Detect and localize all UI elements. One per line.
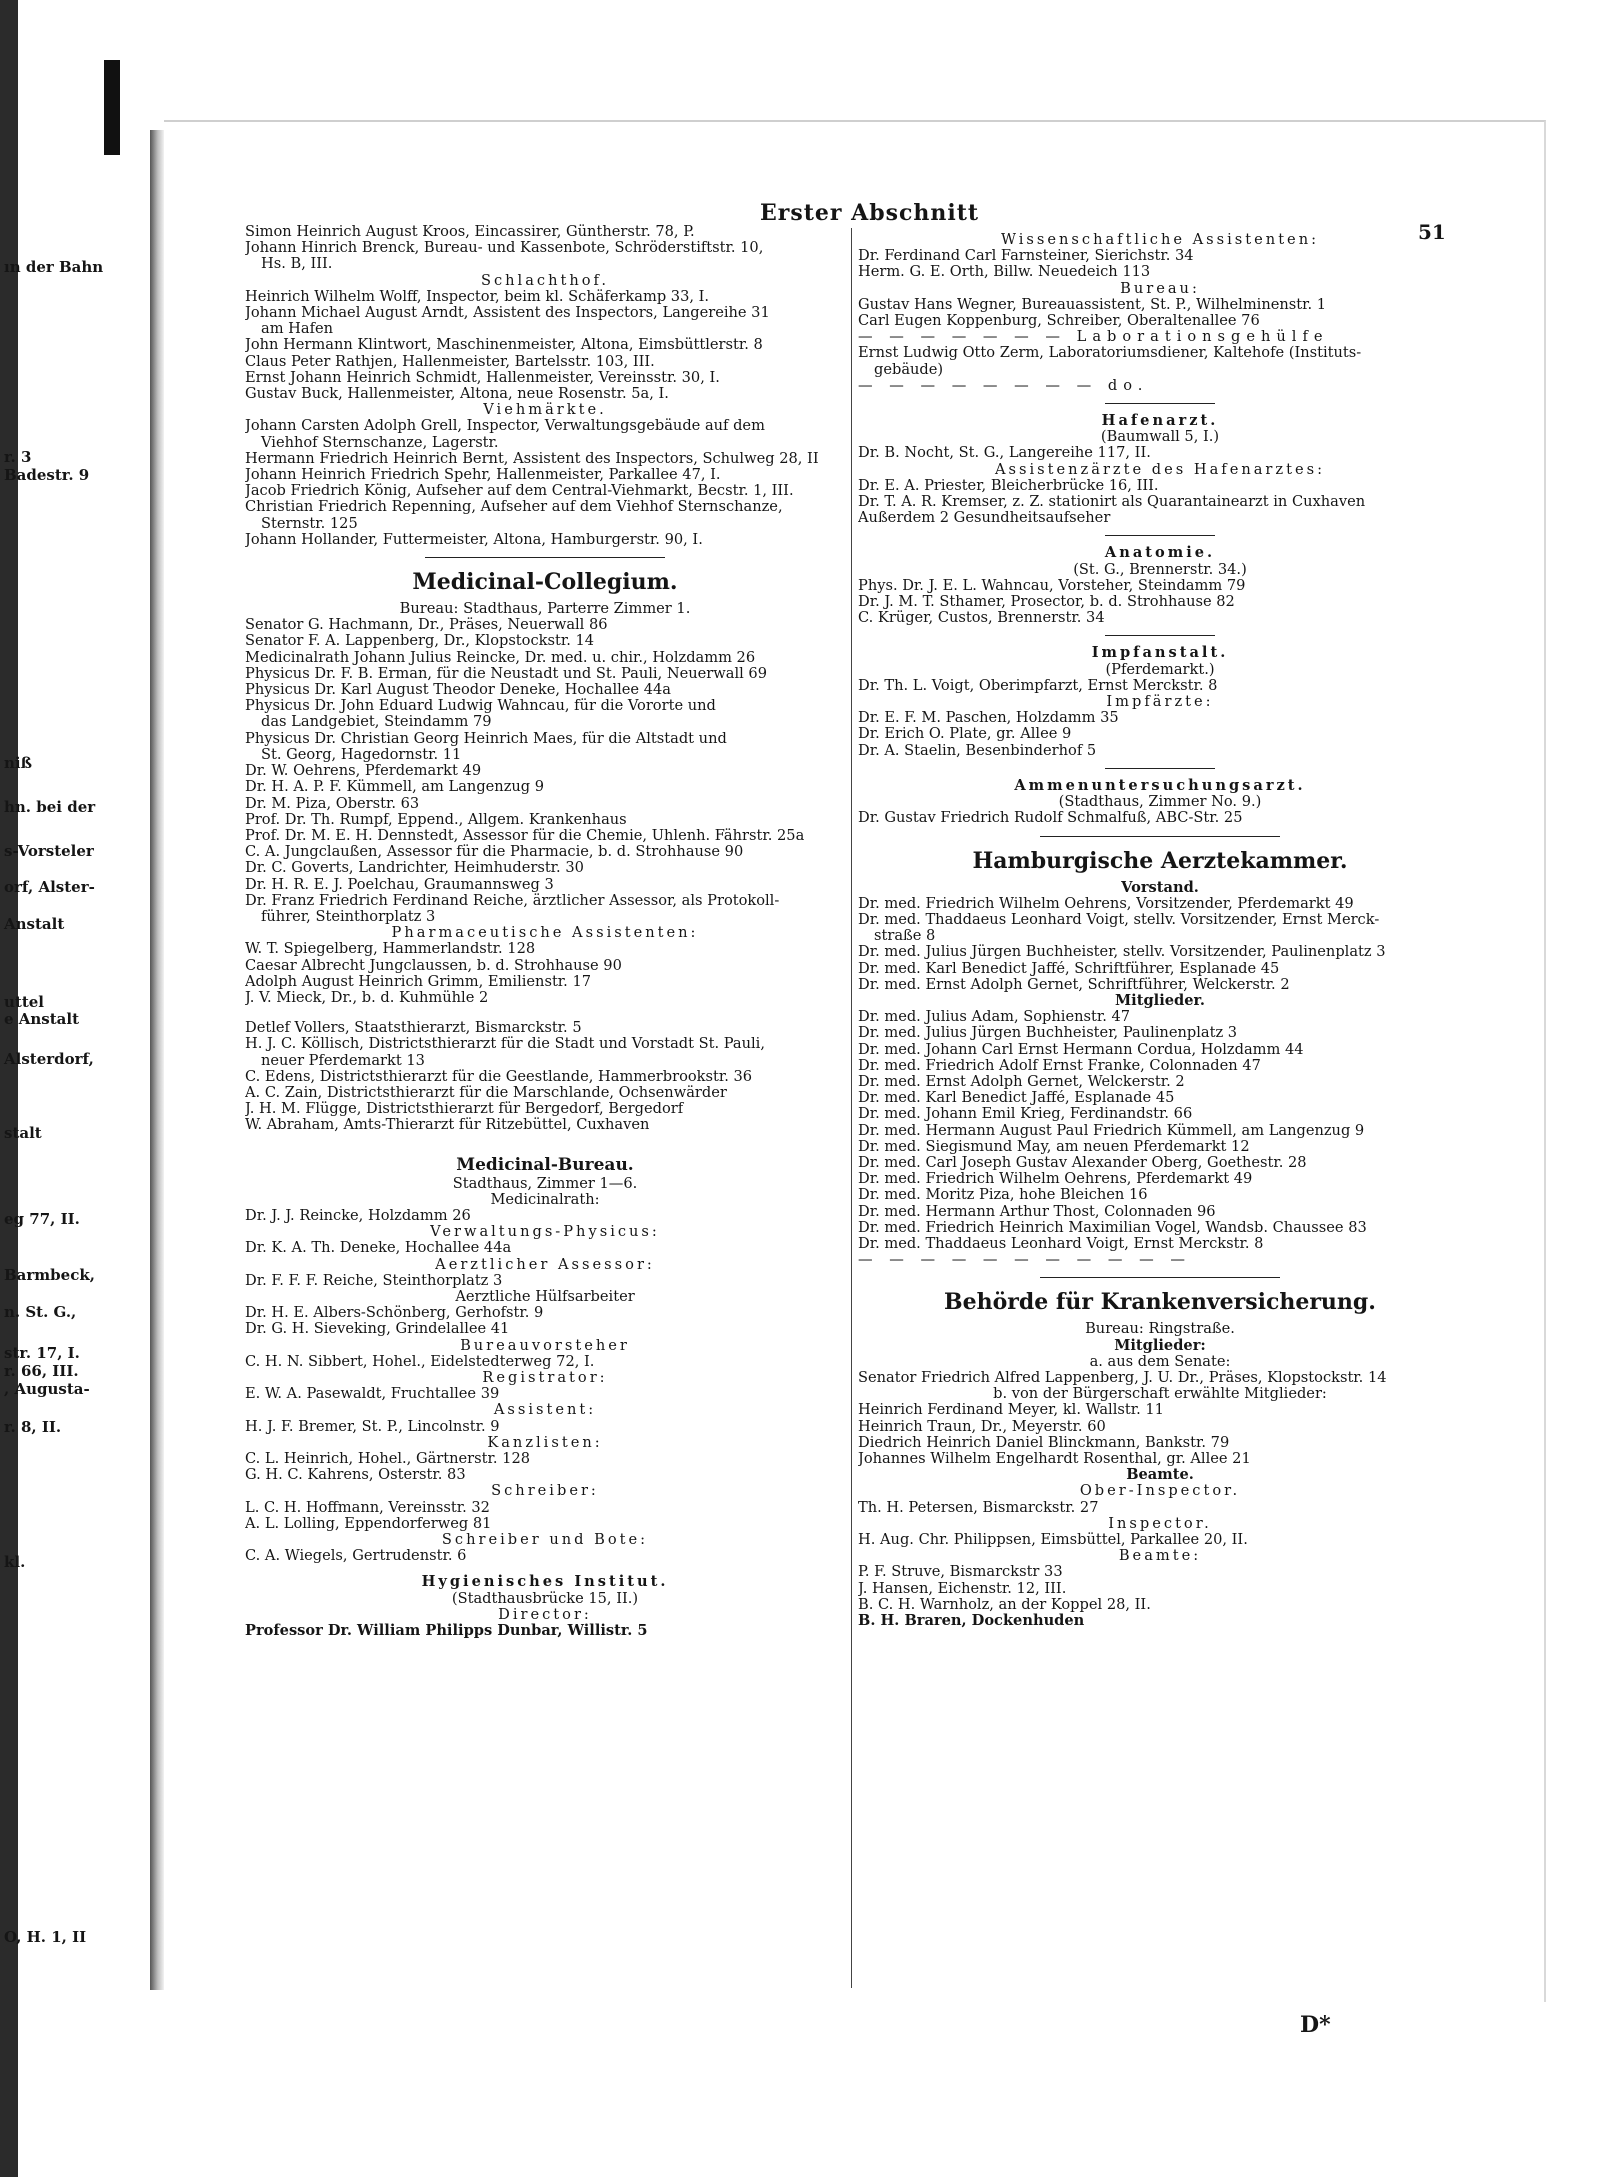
fragment-line: s-Vorsteler — [4, 842, 94, 860]
fragment-line: Barmbeck, — [4, 1266, 95, 1284]
entry-line: J. Hansen, Eichenstr. 12, III. — [858, 1580, 1067, 1597]
fragment-line: eg 77, II. — [4, 1210, 80, 1228]
entry-line: Dr. G. H. Sieveking, Grindelallee 41 — [245, 1321, 510, 1338]
entry-line: Professor Dr. William Philipps Dunbar, Willistr. 5 — [245, 1623, 648, 1640]
entry-line: Viehhof Sternschanze, Lagerstr. — [261, 434, 499, 451]
entry-line: Viehmärkte. — [483, 402, 607, 419]
entry-line: Adolph August Heinrich Grimm, Emilienstr. 17 — [245, 973, 592, 990]
fragment-line: niß — [4, 754, 33, 772]
entry-line: führer, Steinthorplatz 3 — [261, 908, 436, 925]
entry-line: Heinrich Traun, Dr., Meyerstr. 60 — [858, 1418, 1106, 1435]
entry-line: Hs. B, III. — [261, 256, 333, 273]
entry-line: Dr. Ferdinand Carl Farnsteiner, Sierichstr. 34 — [858, 248, 1194, 265]
entry-line: Dr. Gustav Friedrich Rudolf Schmalfuß, ABC-Str. 25 — [858, 810, 1243, 827]
entry-line: G. H. C. Kahrens, Osterstr. 83 — [245, 1467, 466, 1484]
entry-line: Stadthaus, Zimmer 1—6. — [452, 1175, 638, 1192]
entry-line: (Stadthaus, Zimmer No. 9.) — [1058, 794, 1262, 811]
entry-line: J. H. M. Flügge, Districtsthierarzt für Bergedorf, Bergedorf — [245, 1101, 684, 1118]
entry-line: Dr. H. R. E. J. Poelchau, Graumannsweg 3 — [245, 876, 554, 893]
entry-line: Dr. H. E. Albers-Schönberg, Gerhofstr. 9 — [245, 1305, 544, 1322]
entry-line: C. A. Jungclaußen, Assessor für die Pharmacie, b. d. Strohhause 90 — [245, 844, 744, 861]
entry-line: Vorstand. — [1121, 879, 1199, 896]
section-rule — [1105, 403, 1215, 404]
entry-line: Bureau: Stadthaus, Parterre Zimmer 1. — [399, 601, 691, 618]
entry-line: Mitglieder. — [1115, 992, 1205, 1009]
entry-line: Beamte: — [1118, 1548, 1202, 1565]
entry-line: Christian Friedrich Repenning, Aufseher auf dem Viehhof Sternschanze, — [245, 499, 783, 516]
entry-line: Dr. J. J. Reincke, Holzdamm 26 — [245, 1207, 471, 1224]
entry-line: H. Aug. Chr. Philippsen, Eimsbüttel, Parkallee 20, II. — [858, 1532, 1248, 1549]
entry-line: Dr. med. Friedrich Heinrich Maximilian Vogel, Wandsb. Chaussee 83 — [858, 1219, 1367, 1236]
entry-line: Senator Friedrich Alfred Lappenberg, J. U. Dr., Präses, Klopstockstr. 14 — [858, 1369, 1387, 1386]
binding-tab — [104, 60, 120, 155]
fragment-line: r. 66, III. — [4, 1362, 79, 1380]
entry-line: Aerztliche Hülfsarbeiter — [455, 1288, 635, 1305]
entry-line: Ober-Inspector. — [1079, 1483, 1241, 1500]
entry-line: Johannes Wilhelm Engelhardt Rosenthal, gr. Allee 21 — [858, 1451, 1251, 1467]
entry-line: Impfärzte: — [1106, 694, 1214, 711]
page-number: 51 — [1418, 220, 1446, 244]
entry-line: Aerztlicher Assessor: — [435, 1256, 655, 1273]
entry-line: Dr. med. Thaddaeus Leonhard Voigt, stellv. Vorsitzender, Ernst Merck- — [858, 911, 1380, 928]
fragment-line: , Augusta- — [4, 1380, 90, 1398]
entry-line: Dr. med. Thaddaeus Leonhard Voigt, Ernst Merckstr. 8 — [858, 1235, 1264, 1252]
fragment-line: r. 8, II. — [4, 1418, 62, 1436]
entry-line: Senator G. Hachmann, Dr., Präses, Neuerwall 86 — [245, 617, 608, 634]
entry-line: Dr. med. Carl Joseph Gustav Alexander Oberg, Goethestr. 28 — [858, 1154, 1307, 1171]
entry-line: C. A. Wiegels, Gertrudenstr. 6 — [245, 1548, 467, 1565]
entry-line: (Pferdemarkt.) — [1105, 661, 1215, 678]
left-column — [245, 224, 845, 1639]
entry-line: Anatomie. — [1104, 545, 1216, 562]
section-title: Hamburgische Aerztekammer. — [972, 847, 1348, 874]
fragment-line: ın der Bahn — [4, 258, 104, 276]
entry-line: H. J. C. Köllisch, Districtsthierarzt für die Stadt und Vorstadt St. Pauli, — [245, 1036, 765, 1053]
entry-line: Physicus Dr. Karl August Theodor Deneke, Hochallee 44a — [245, 682, 671, 699]
entry-line: A. L. Lolling, Eppendorferweg 81 — [245, 1515, 492, 1532]
fragment-line: Anstalt — [4, 915, 65, 933]
entry-line: Heinrich Ferdinand Meyer, kl. Wallstr. 11 — [858, 1402, 1164, 1419]
entry-line: Dr. Th. L. Voigt, Oberimpfarzt, Ernst Merckstr. 8 — [858, 677, 1218, 694]
entry-line: C. H. N. Sibbert, Hohel., Eidelstedterweg 72, I. — [245, 1353, 595, 1370]
entry-line: Bureau: Ringstraße. — [1085, 1321, 1235, 1338]
entry-line: Registrator: — [482, 1370, 608, 1386]
entry-line: Dr. F. F. F. Reiche, Steinthorplatz 3 — [245, 1272, 503, 1289]
entry-line: H. J. F. Bremer, St. P., Lincolnstr. 9 — [245, 1418, 500, 1435]
entry-line: Dr. med. Hermann Arthur Thost, Colonnaden 96 — [858, 1203, 1216, 1220]
entry-line: Dr. med. Friedrich Wilhelm Oehrens, Pferdemarkt 49 — [858, 1171, 1253, 1188]
section-rule — [1105, 635, 1215, 636]
entry-line: Dr. Erich O. Plate, gr. Allee 9 — [858, 726, 1072, 743]
printer-signature: D* — [1300, 2012, 1331, 2038]
entry-line: Hafenarzt. — [1101, 413, 1219, 430]
section-title: Medicinal-Bureau. — [456, 1154, 634, 1175]
fragment-line: e Anstalt — [4, 1010, 80, 1028]
right-column — [858, 232, 1462, 1629]
entry-line: Hygienisches Institut. — [421, 1574, 669, 1591]
fragment-line: stalt — [4, 1124, 42, 1142]
entry-line: C. Edens, Districtsthierarzt für die Geestlande, Hammerbrookstr. 36 — [245, 1068, 753, 1085]
entry-line: Schlachthof. — [480, 272, 610, 289]
fragment-line: kl. — [4, 1553, 26, 1571]
entry-line: Pharmaceutische Assistenten: — [391, 925, 699, 942]
entry-line: B. C. H. Warnholz, an der Koppel 28, II. — [858, 1596, 1151, 1613]
entry-line: Johann Hinrich Brenck, Bureau- und Kassenbote, Schröderstiftstr. 10, — [245, 240, 764, 257]
entry-line: (Baumwall 5, I.) — [1100, 429, 1220, 446]
entry-line: gebäude) — [874, 361, 944, 378]
column-divider — [851, 228, 852, 1988]
entry-line: W. T. Spiegelberg, Hammerlandstr. 128 — [245, 941, 536, 958]
entry-line: b. von der Bürgerschaft erwählte Mitglieder: — [993, 1386, 1327, 1403]
entry-line: Dr. med. Johann Carl Ernst Hermann Cordua, Holzdamm 44 — [858, 1041, 1304, 1058]
entry-line: Dr. A. Staelin, Besenbinderhof 5 — [858, 742, 1097, 759]
entry-line: Physicus Dr. F. B. Erman, für die Neustadt und St. Pauli, Neuerwall 69 — [245, 665, 768, 682]
entry-line: Ernst Johann Heinrich Schmidt, Hallenmeister, Vereinsstr. 30, I. — [245, 369, 720, 386]
entry-line: Dr. med. Julius Jürgen Buchheister, Paulinenplatz 3 — [858, 1025, 1238, 1042]
entry-line: Bureau: — [1120, 280, 1200, 297]
entry-line: Physicus Dr. John Eduard Ludwig Wahncau, für die Vororte und — [245, 698, 716, 715]
entry-line: straße 8 — [874, 928, 936, 945]
entry-line: Herm. G. E. Orth, Billw. Neuedeich 113 — [858, 264, 1151, 281]
fragment-line: uttel — [4, 993, 45, 1011]
section-title: Behörde für Krankenversicherung. — [944, 1289, 1376, 1316]
fragment-line: Badestr. 9 — [4, 466, 90, 484]
entry-line: Carl Eugen Koppenburg, Schreiber, Oberaltenallee 76 — [858, 313, 1260, 330]
entry-line: am Hafen — [261, 321, 334, 338]
entry-line: Sternstr. 125 — [261, 515, 358, 532]
entry-line: Außerdem 2 Gesundheitsaufseher — [858, 510, 1111, 527]
entry-line: Kanzlisten: — [487, 1434, 603, 1451]
section-header: Erster Abschnitt — [760, 200, 980, 226]
entry-line: Schreiber und Bote: — [441, 1532, 649, 1549]
entry-line: Dr. med. Hermann August Paul Friedrich Kümmell, am Langenzug 9 — [858, 1122, 1365, 1139]
entry-line: Verwaltungs-Physicus: — [430, 1224, 660, 1241]
entry-line: Senator F. A. Lappenberg, Dr., Klopstockstr. 14 — [245, 633, 595, 650]
entry-line: Medicinalrath Johann Julius Reincke, Dr. med. u. chir., Holzdamm 26 — [245, 649, 756, 666]
entry-line: Dr. med. Friedrich Wilhelm Oehrens, Vorsitzender, Pferdemarkt 49 — [858, 895, 1354, 912]
section-rule — [1105, 768, 1215, 769]
entry-line: Johann Carsten Adolph Grell, Inspector, Verwaltungsgebäude auf dem — [245, 418, 765, 435]
entry-line: Dr. med. Ernst Adolph Gernet, Welckerstr. 2 — [858, 1073, 1185, 1090]
entry-line: Dr. med. Karl Benedict Jaffé, Esplanade 45 — [858, 1090, 1175, 1107]
entry-line: Dr. T. A. R. Kremser, z. Z. stationirt als Quarantainearzt in Cuxhaven — [858, 494, 1366, 511]
entry-line: Hermann Friedrich Heinrich Bernt, Assistent des Inspectors, Schulweg 28, II — [245, 450, 819, 467]
entry-line: Gustav Buck, Hallenmeister, Altona, neue Rosenstr. 5a, I. — [245, 386, 669, 403]
entry-line: neuer Pferdemarkt 13 — [261, 1052, 425, 1069]
entry-line: — — — — — — — — do. — [858, 377, 1149, 394]
entry-line: Phys. Dr. J. E. L. Wahncau, Vorsteher, Steindamm 79 — [858, 577, 1246, 594]
entry-line: Ernst Ludwig Otto Zerm, Laboratoriumsdiener, Kaltehofe (Instituts- — [858, 345, 1362, 362]
entry-line: W. Abraham, Amts-Thierarzt für Ritzebüttel, Cuxhaven — [245, 1117, 650, 1134]
entry-line: E. W. A. Pasewaldt, Fruchtallee 39 — [245, 1386, 500, 1403]
entry-line: C. Krüger, Custos, Brennerstr. 34 — [858, 610, 1105, 627]
fragment-line: str. 17, I. — [4, 1344, 80, 1362]
entry-line: Simon Heinrich August Kroos, Eincassirer, Güntherstr. 78, P. — [245, 224, 695, 240]
entry-line: Dr. W. Oehrens, Pferdemarkt 49 — [245, 763, 482, 780]
entry-line: Schreiber: — [491, 1483, 599, 1500]
entry-line: Dr. med. Ernst Adolph Gernet, Schriftführer, Welckerstr. 2 — [858, 976, 1290, 993]
entry-line: C. L. Heinrich, Hohel., Gärtnerstr. 128 — [245, 1451, 531, 1468]
entry-line: Dr. med. Julius Adam, Sophienstr. 47 — [858, 1009, 1131, 1026]
fragment-line: hn. bei der — [4, 798, 96, 816]
fragment-line: n. St. G., — [4, 1303, 77, 1321]
entry-line: Medicinalrath: — [490, 1191, 600, 1208]
entry-line: Caesar Albrecht Jungclaussen, b. d. Strohhause 90 — [245, 957, 622, 974]
entry-line: Dr. E. A. Priester, Bleicherbrücke 16, III. — [858, 477, 1159, 494]
entry-line: Mitglieder: — [1114, 1337, 1206, 1354]
entry-line: Bureauvorsteher — [460, 1337, 630, 1354]
entry-line: Dr. med. Johann Emil Krieg, Ferdinandstr. 66 — [858, 1106, 1193, 1123]
entry-line: Dr. med. Friedrich Adolf Ernst Franke, Colonnaden 47 — [858, 1057, 1261, 1074]
entry-line: Ammenuntersuchungsarzt. — [1014, 777, 1306, 794]
section-title: Medicinal-Collegium. — [412, 569, 678, 596]
entry-line: John Hermann Klintwort, Maschinenmeister, Altona, Eimsbüttlerstr. 8 — [245, 337, 763, 354]
spacer — [245, 1564, 845, 1574]
entry-line: Assistent: — [493, 1402, 597, 1419]
section-rule — [1040, 836, 1280, 837]
entry-line: Prof. Dr. M. E. H. Dennstedt, Assessor für die Chemie, Uhlenh. Fährstr. 25a — [245, 827, 805, 844]
entry-line: Director: — [498, 1606, 592, 1623]
entry-line: Dr. J. M. T. Sthamer, Prosector, b. d. Strohhause 82 — [858, 594, 1235, 611]
entry-line: Johann Hollander, Futtermeister, Altona, Hamburgerstr. 90, I. — [245, 531, 703, 548]
entry-line: B. H. Braren, Dockenhuden — [858, 1613, 1085, 1630]
entry-line: das Landgebiet, Steindamm 79 — [261, 714, 492, 731]
entry-line: Prof. Dr. Th. Rumpf, Eppend., Allgem. Krankenhaus — [245, 811, 627, 828]
book-spine — [150, 130, 164, 1990]
entry-line: Detlef Vollers, Staatsthierarzt, Bismarckstr. 5 — [245, 1020, 582, 1037]
entry-line: Claus Peter Rathjen, Hallenmeister, Bartelsstr. 103, III. — [245, 353, 655, 370]
entry-line: Dr. med. Siegismund May, am neuen Pferdemarkt 12 — [858, 1138, 1250, 1155]
entry-line: St. Georg, Hagedornstr. 11 — [261, 746, 462, 763]
fragment-line: O, H. 1, II — [4, 1928, 87, 1946]
spacer — [245, 1134, 845, 1148]
entry-line: Assistenzärzte des Hafenarztes: — [994, 461, 1325, 478]
entry-line: Dr. med. Moritz Piza, hohe Bleichen 16 — [858, 1187, 1148, 1204]
entry-line: — — — — — — — Laborationsgehülfe — [858, 329, 1329, 346]
entry-line: Dr. Franz Friedrich Ferdinand Reiche, ärztlicher Assessor, als Protokoll- — [245, 892, 780, 909]
entry-line: Johann Michael August Arndt, Assistent des Inspectors, Langereihe 31 — [245, 305, 770, 322]
entry-line: Dr. B. Nocht, St. G., Langereihe 117, II. — [858, 445, 1151, 462]
entry-line: Physicus Dr. Christian Georg Heinrich Maes, für die Altstadt und — [245, 730, 727, 747]
spacer — [245, 1006, 845, 1020]
entry-line: Johann Heinrich Friedrich Spehr, Hallenmeister, Parkallee 47, I. — [245, 467, 721, 484]
entry-line: Dr. med. Karl Benedict Jaffé, Schriftführer, Esplanade 45 — [858, 960, 1280, 977]
entry-line: Diedrich Heinrich Daniel Blinckmann, Bankstr. 79 — [858, 1434, 1230, 1451]
entry-line: Jacob Friedrich König, Aufseher auf dem Central-Viehmarkt, Becstr. 1, III. — [245, 483, 794, 500]
entry-line: Gustav Hans Wegner, Bureauassistent, St. P., Wilhelminenstr. 1 — [858, 296, 1327, 313]
entry-line: J. V. Mieck, Dr., b. d. Kuhmühle 2 — [245, 989, 489, 1006]
entry-line: Dr. med. Julius Jürgen Buchheister, stellv. Vorsitzender, Paulinenplatz 3 — [858, 944, 1386, 961]
section-rule — [425, 557, 665, 558]
entry-line: Beamte. — [1126, 1467, 1194, 1484]
section-rule — [1040, 1277, 1280, 1278]
entry-line: a. aus dem Senate: — [1089, 1353, 1231, 1370]
fragment-line: r. 3 — [4, 448, 32, 466]
entry-line: L. C. H. Hoffmann, Vereinsstr. 32 — [245, 1499, 490, 1516]
entry-line: (St. G., Brennerstr. 34.) — [1073, 561, 1247, 578]
entry-line: A. C. Zain, Districtsthierarzt für die Marschlande, Ochsenwärder — [245, 1084, 727, 1101]
entry-line: Dr. K. A. Th. Deneke, Hochallee 44a — [245, 1240, 512, 1257]
entry-line: Dr. E. F. M. Paschen, Holzdamm 35 — [858, 710, 1119, 727]
entry-line: Wissenschaftliche Assistenten: — [1000, 232, 1320, 248]
entry-line: Dr. C. Goverts, Landrichter, Heimhuderstr. 30 — [245, 860, 584, 877]
previous-page-fragment — [0, 150, 152, 1970]
fragment-line: orf, Alster- — [4, 878, 95, 896]
entry-line: Impfanstalt. — [1091, 645, 1229, 662]
entry-line: — — — — — — — — — — — — [858, 1252, 1191, 1269]
section-rule — [1105, 535, 1215, 536]
entry-line: Heinrich Wilhelm Wolff, Inspector, beim kl. Schäferkamp 33, I. — [245, 288, 710, 305]
entry-line: Th. H. Petersen, Bismarckstr. 27 — [858, 1499, 1099, 1516]
entry-line: Dr. H. A. P. F. Kümmell, am Langenzug 9 — [245, 779, 545, 796]
entry-line: Inspector. — [1108, 1515, 1212, 1532]
entry-line: Dr. M. Piza, Oberstr. 63 — [245, 795, 420, 812]
entry-line: (Stadthausbrücke 15, II.) — [451, 1590, 639, 1607]
fragment-line: Alsterdorf, — [4, 1050, 94, 1068]
entry-line: P. F. Struve, Bismarckstr 33 — [858, 1564, 1063, 1581]
